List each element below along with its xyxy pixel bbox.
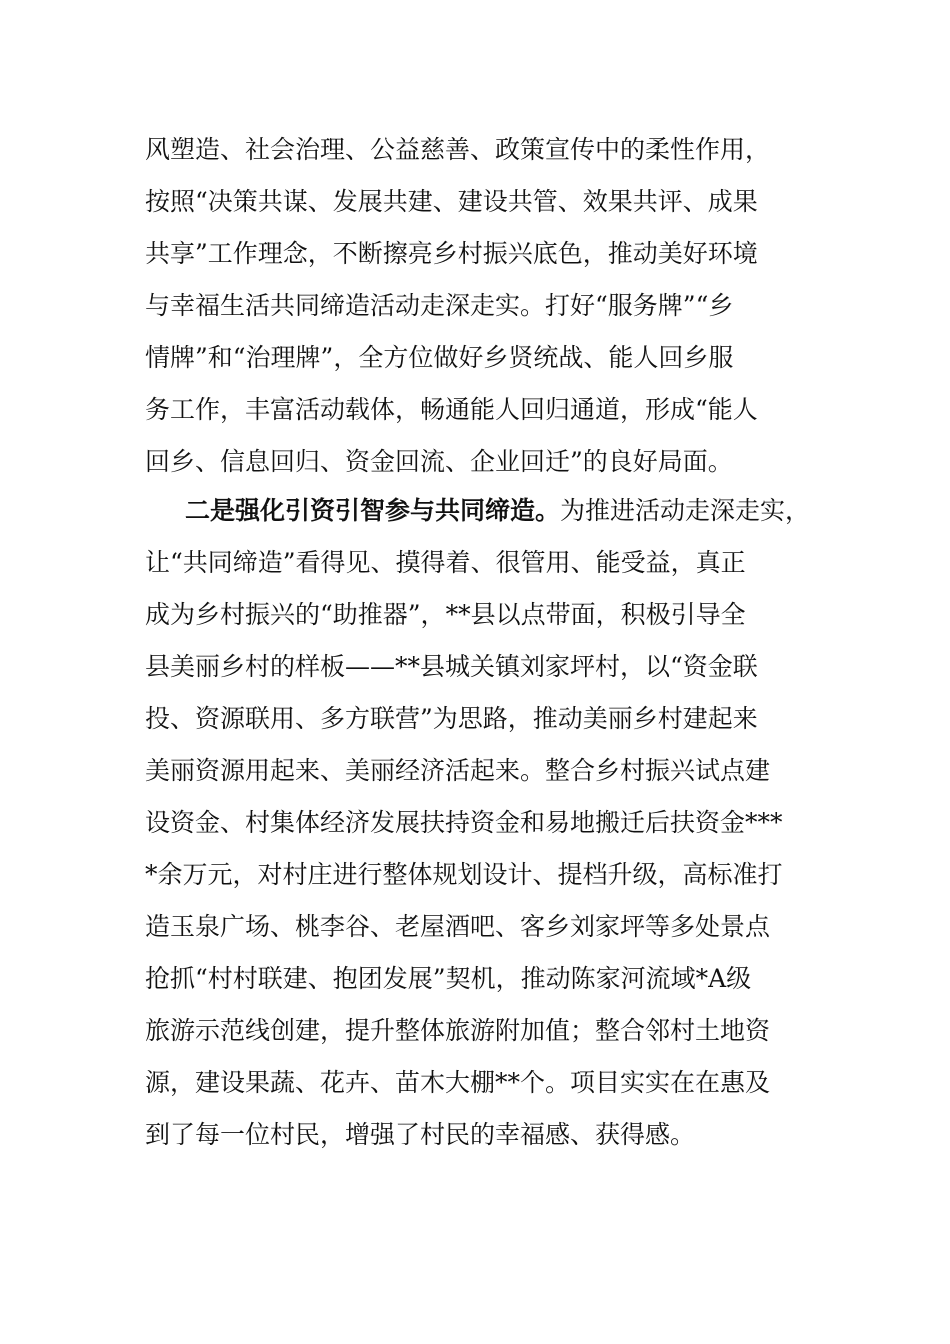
- paragraph-line: 到了每一位村民，增强了村民的幸福感、获得感。: [145, 1120, 696, 1149]
- paragraph-line: 源，建设果蔬、花卉、苗木大棚**个。项目实实在在惠及: [145, 1068, 771, 1097]
- paragraph-line: 共享”工作理念，不断擦亮乡村振兴底色，推动美好环境: [145, 239, 758, 268]
- paragraph-1: [145, 124, 825, 488]
- paragraph-line: 成为乡村振兴的“助推器”，**县以点带面，积极引导全: [145, 600, 746, 629]
- paragraph-line: 务工作，丰富活动载体，畅通能人回归通道，形成“能人: [145, 395, 758, 424]
- paragraph-line: 美丽资源用起来、美丽经济活起来。整合乡村振兴试点建: [145, 756, 771, 785]
- paragraph-line: 与幸福生活共同缔造活动走深走实。打好“服务牌”“乡: [145, 291, 734, 320]
- paragraph-line: 抢抓“村村联建、抱团发展”契机，推动陈家河流域*A级: [145, 964, 752, 993]
- paragraph-line: 造玉泉广场、桃李谷、老屋酒吧、客乡刘家坪等多处景点: [145, 912, 771, 941]
- paragraph-line: 风塑造、社会治理、公益慈善、政策宣传中的柔性作用，: [145, 135, 771, 164]
- paragraph-first-line: [145, 485, 825, 537]
- paragraph-line: 回乡、信息回归、资金回流、企业回迁”的良好局面。: [145, 447, 733, 476]
- paragraph-line: 按照“决策共谋、发展共建、建设共管、效果共评、成果: [145, 187, 758, 216]
- paragraph-line: 情牌”和“治理牌”，全方位做好乡贤统战、能人回乡服: [145, 343, 734, 372]
- paragraph-line: 投、资源联用、多方联营”为思路，推动美丽乡村建起来: [145, 704, 758, 733]
- paragraph-lead-continuation: 为推进活动走深走实，: [560, 496, 811, 525]
- paragraph-2: [145, 485, 825, 1161]
- paragraph-line: 旅游示范线创建，提升整体旅游附加值；整合邻村土地资: [145, 1016, 771, 1045]
- paragraph-line: 让“共同缔造”看得见、摸得着、很管用、能受益，真正: [145, 548, 746, 577]
- paragraph-lead-heading: 二是强化引资引智参与共同缔造。: [185, 496, 561, 525]
- paragraph-line: 县美丽乡村的样板——**县城关镇刘家坪村，以“资金联: [145, 652, 758, 681]
- paragraph-line: *余万元，对村庄进行整体规划设计、提档升级，高标准打: [145, 860, 783, 889]
- paragraph-line: 设资金、村集体经济发展扶持资金和易地搬迁后扶资金***: [145, 808, 783, 837]
